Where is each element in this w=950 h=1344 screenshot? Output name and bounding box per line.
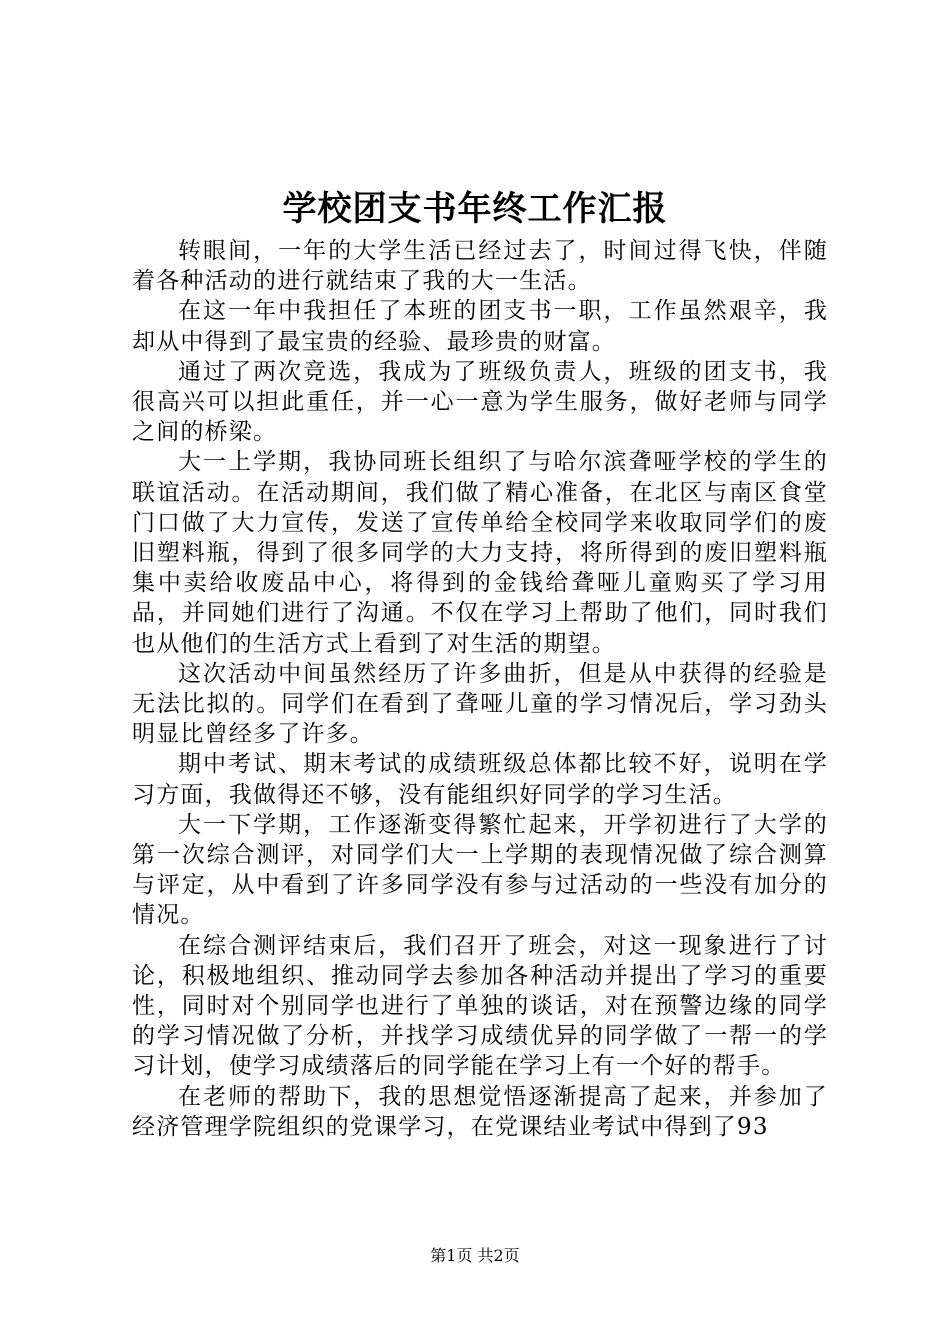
page-footer: 第1页 共2页: [430, 1246, 520, 1265]
paragraph: 在综合测评结束后，我们召开了班会，对这一现象进行了讨论，积极地组织、推动同学去参加各种活动并提出了学习的重要性，同时对个别同学也进行了单独的谈话，对在预警边缘的同学的学习情况做了分析，并找学习成绩优异的同学做了一帮一的学习计划，使学习成绩落后的同学能在学习上有一个好的帮手。: [132, 932, 828, 1080]
document-title: 学校团支书年终工作汇报: [282, 189, 668, 229]
document-body: [132, 236, 828, 1142]
paragraph: 期中考试、期末考试的成绩班级总体都比较不好，说明在学习方面，我做得还不够，没有能组织好同学的学习生活。: [132, 751, 828, 808]
paragraph: 大一上学期，我协同班长组织了与哈尔滨聋哑学校的学生的联谊活动。在活动期间，我们做了精心准备，在北区与南区食堂门口做了大力宣传，发送了宣传单给全校同学来收取同学们的废旧塑料瓶，得到了很多同学的大力支持，将所得到的废旧塑料瓶集中卖给收废品中心，将得到的金钱给聋哑儿童购买了学习用品，并同她们进行了沟通。不仅在学习上帮助了他们，同时我们也从他们的生活方式上看到了对生活的期望。: [132, 449, 828, 657]
paragraph: 转眼间，一年的大学生活已经过去了，时间过得飞快，伴随着各种活动的进行就结束了我的大一生活。: [132, 238, 828, 295]
paragraph: 这次活动中间虽然经历了许多曲折，但是从中获得的经验是无法比拟的。同学们在看到了聋哑儿童的学习情况后，学习劲头明显比曾经多了许多。: [132, 660, 828, 748]
paragraph: 在老师的帮助下，我的思想觉悟逐渐提高了起来，并参加了经济管理学院组织的党课学习，在党课结业考试中得到了93: [132, 1083, 828, 1140]
paragraph: 通过了两次竞选，我成为了班级负责人，班级的团支书，我很高兴可以担此重任，并一心一意为学生服务，做好老师与同学之间的桥梁。: [132, 358, 828, 446]
paragraph: 大一下学期，工作逐渐变得繁忙起来，开学初进行了大学的第一次综合测评，对同学们大一上学期的表现情况做了综合测算与评定，从中看到了许多同学没有参与过活动的一些没有加分的情况。: [132, 811, 828, 929]
paragraph: 在这一年中我担任了本班的团支书一职，工作虽然艰辛，我却从中得到了最宝贵的经验、最珍贵的财富。: [132, 298, 828, 355]
